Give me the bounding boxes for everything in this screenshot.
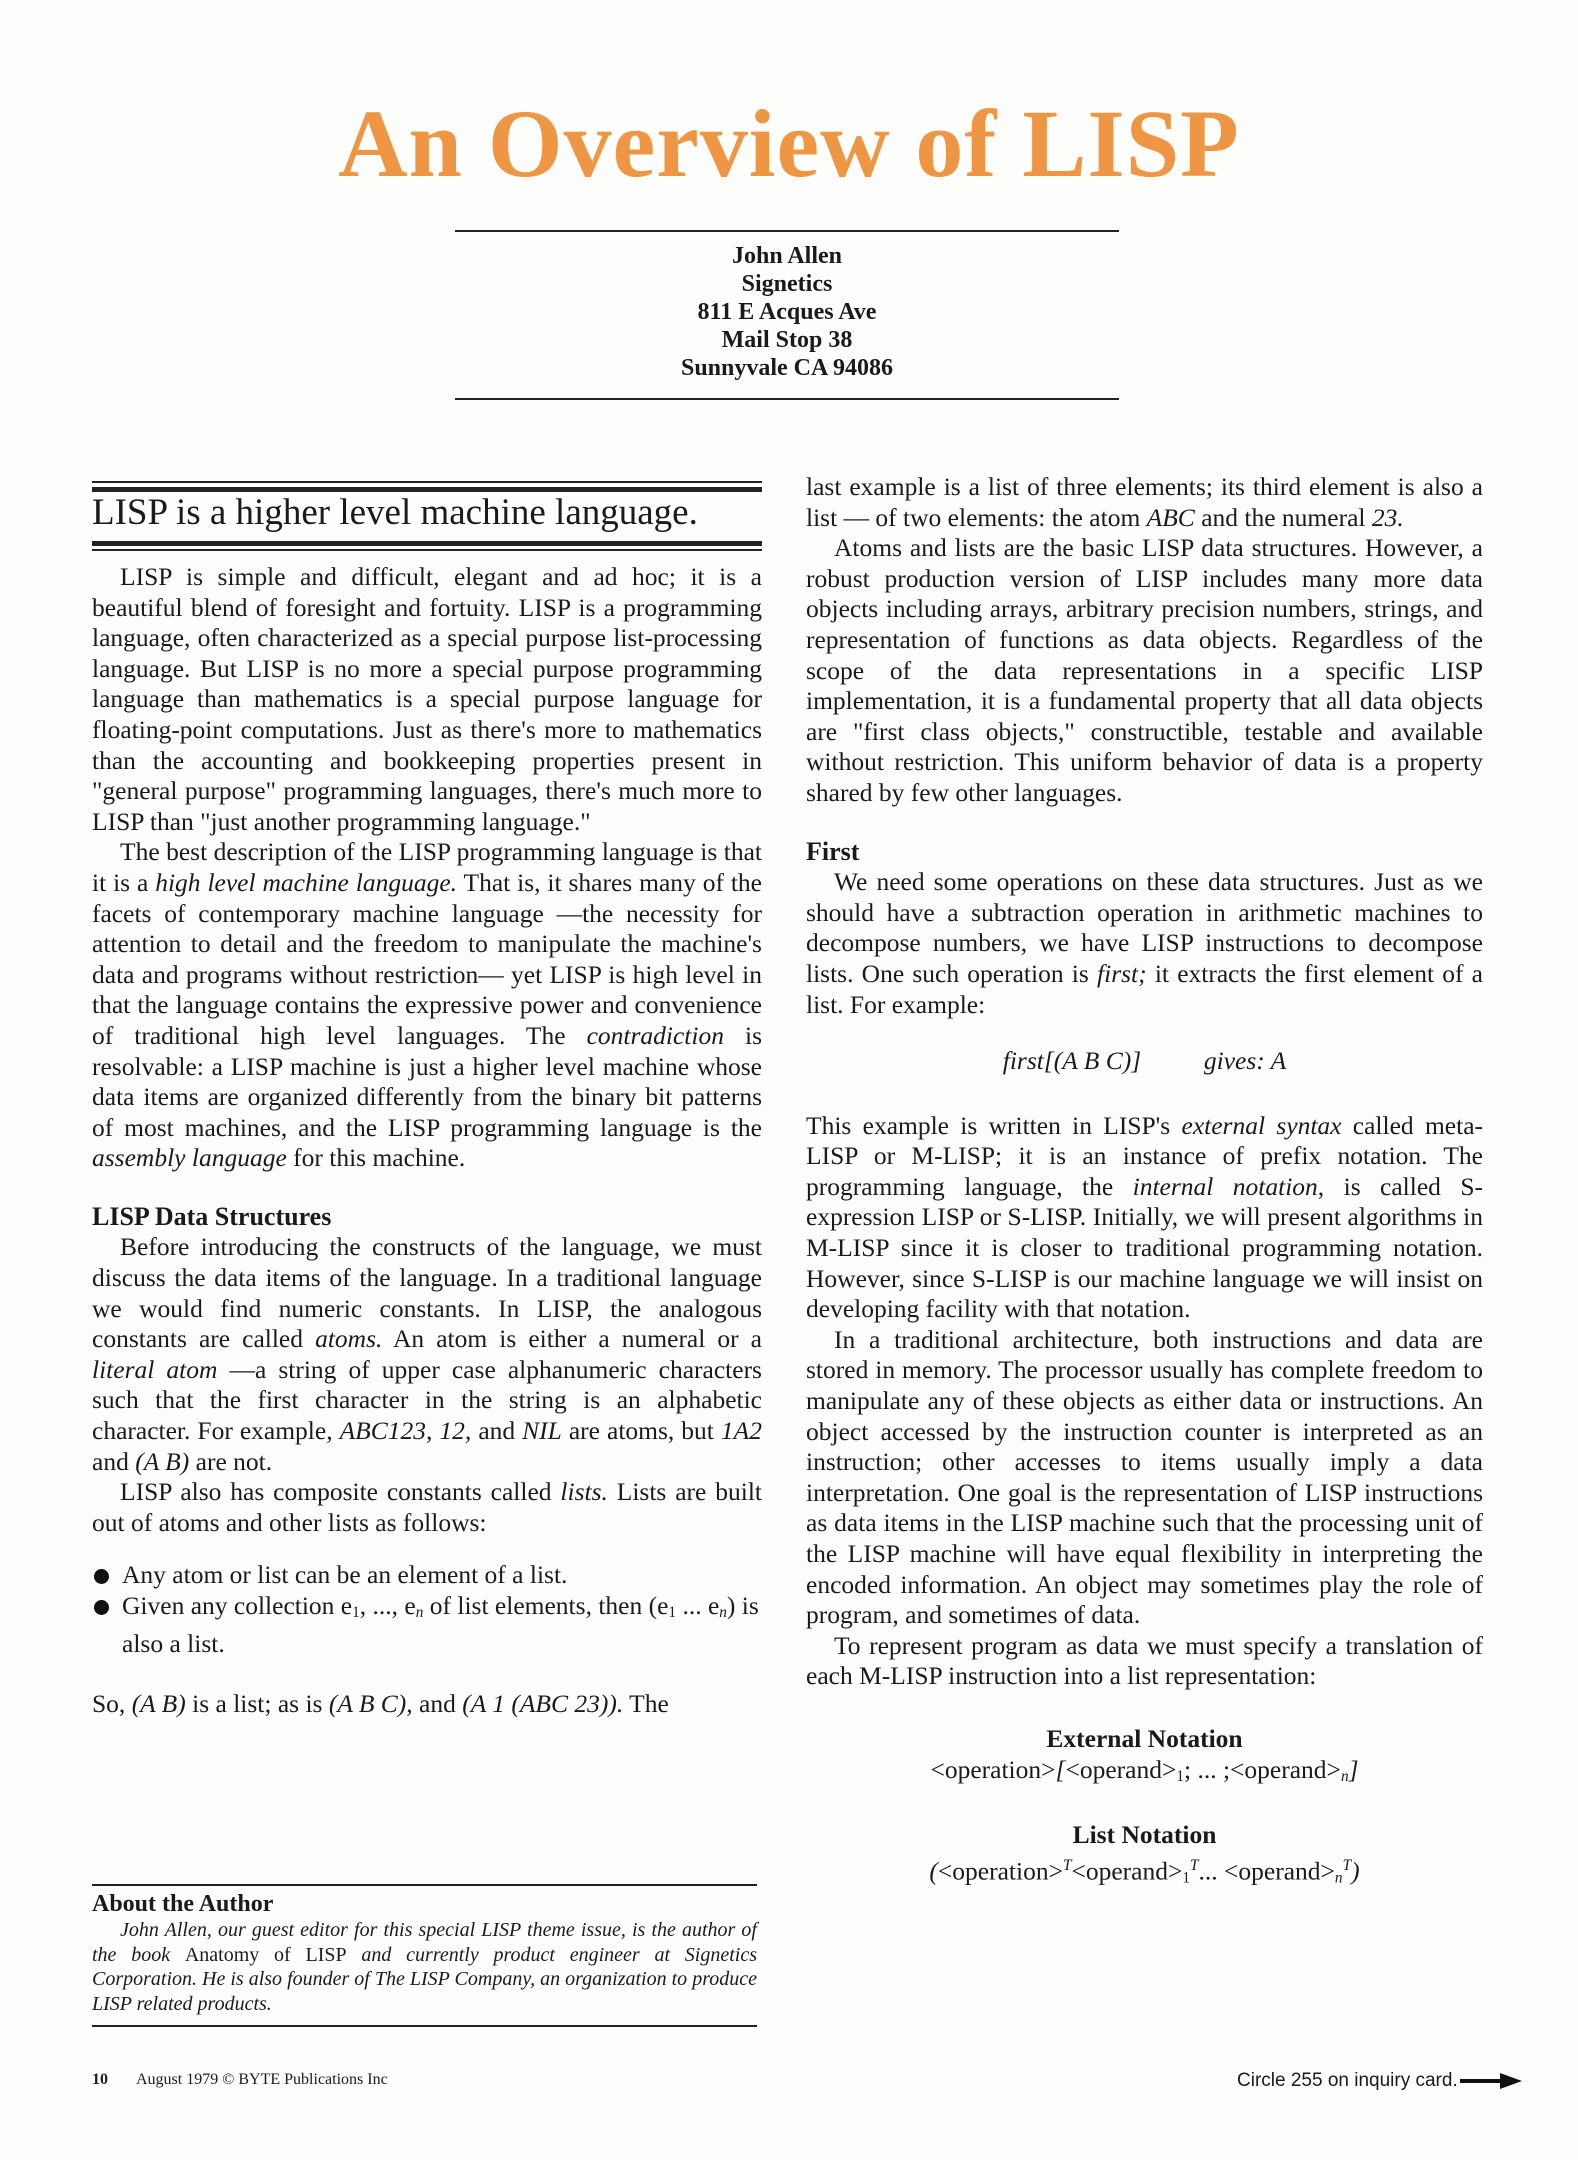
- text-run: last example is a list of three elements; its third element is also a list — of two elements: the atom: [806, 472, 1483, 532]
- text-run: We need some operations on these data structures. Just as we should have a subtraction operation in arithmetic machines to decompose numbers, we have LISP instructions to decompose lists. One such operation is: [806, 867, 1483, 988]
- author-mailstop: Mail Stop 38: [721, 327, 853, 353]
- italic-term: atoms.: [315, 1324, 383, 1354]
- right-paragraphs: [806, 472, 1483, 809]
- arrow-right-icon: [1460, 2073, 1522, 2089]
- italic-term: literal atom: [92, 1354, 218, 1384]
- first-paragraphs: [806, 867, 1483, 1020]
- bullet-icon: [94, 1569, 109, 1584]
- italic-term: 23.: [1371, 502, 1404, 532]
- italic-term: assembly language: [92, 1143, 287, 1173]
- list-notation-formula: ($<operation>^T<operand>_1^T$... $<operand>_n^T$): [929, 1856, 1360, 1887]
- paragraph: [92, 1477, 762, 1538]
- bullet-list: [92, 1560, 762, 1659]
- text-run: —a string of upper case alphanumeric characters such that the first character in the string is an alphabetic character. For example,: [92, 1354, 762, 1446]
- text-run: is a list; as is: [185, 1689, 329, 1719]
- text-run: is resolvable: a LISP machine is just a higher level machine whose data items are organized differently from the binary bit patterns of most machines, and the LISP programming language is the: [92, 1020, 762, 1142]
- text-run: An atom is either a numeral or a: [382, 1324, 762, 1354]
- list-notation-heading: List Notation: [1072, 1820, 1217, 1850]
- page-footer: [92, 2071, 388, 2089]
- text-run: This example is written in LISP's: [806, 1110, 1182, 1140]
- right-column: [806, 472, 1483, 1894]
- italic-term: first;: [1097, 958, 1147, 988]
- list-item: [92, 1591, 762, 1659]
- italic-term: (A 1 (ABC 23)).: [462, 1689, 624, 1719]
- footer-credit: August 1979 © BYTE Publications Inc: [136, 2071, 388, 2088]
- italic-term: (A B C),: [328, 1689, 413, 1719]
- bio-text: and currently product engineer at Signetics Corporation. He is also founder of The LISP Company, an organization to produce LISP related products.: [92, 1943, 758, 2015]
- text-run: for this machine.: [286, 1143, 466, 1173]
- article-title: An Overview of LISP: [338, 90, 1240, 197]
- text-run: Atoms and lists are the basic LISP data structures. However, a robust production version of LISP includes many more data objects including arrays, arbitrary precision numbers, strings, and representation of functions as data objects. Regardless of the scope of the data representations in a specific LISP implementation, it is a fundamental property that all data objects are "first class objects," constructible, testable and available without restriction. This uniform behavior of data is a property shared by few other languages.: [806, 533, 1483, 807]
- about-author-box: [92, 1890, 757, 2016]
- text-run: The: [623, 1689, 669, 1719]
- left-column: [92, 562, 762, 1720]
- text-run: it extracts the first element of a list. For example:: [806, 958, 1483, 1019]
- example-result: gives: A: [1203, 1046, 1287, 1076]
- author-company: Signetics: [741, 271, 833, 297]
- bullet-icon: [94, 1600, 109, 1615]
- divider: [92, 2025, 757, 2027]
- text-run: In a traditional architecture, both instructions and data are stored in memory. The processor usually has complete freedom to manipulate any of these objects as either data or instructions. An object accessed by the instruction counter is interpreted as an instruction; other accesses to items usually imply a data interpretation. One goal is the representation of LISP instructions as data items in the LISP machine such that the processing unit of the LISP machine will have equal flexibility in interpreting the encoded information. An object may sometimes play the role of program, and sometimes of data.: [806, 1324, 1483, 1630]
- paragraph: [806, 1325, 1483, 1631]
- italic-term: contradiction: [586, 1020, 724, 1050]
- text-run: That is, it shares many of the facets of contemporary machine language —the necessity for attention to detail and the freedom to manipulate the machine's data and programs without restriction— yet LISP is high level in that the language contains the expressive power and convenience of traditional high level languages. The: [92, 867, 762, 1050]
- paragraph: [92, 837, 762, 1174]
- text-run: and: [471, 1416, 523, 1446]
- text-run: So,: [92, 1689, 132, 1719]
- text-run: LISP is simple and difficult, elegant and ad hoc; it is a beautiful blend of foresight and fortuity. LISP is a programming language, often characterized as a special purpose list-processing language. But LISP is no more a special purpose programming language than mathematics is a special purpose language for floating-point computations. Just as there's more to mathematics than the accounting and bookkeeping properties present in "general purpose" programming languages, there's much more to LISP than "just another programming language.": [92, 562, 762, 836]
- divider: [455, 398, 1119, 400]
- paragraph: [806, 1111, 1483, 1325]
- text-run: is called S-expression LISP or S-LISP. Initially, we will present algorithms in M-LISP since it is closer to traditional programming notation. However, since S-LISP is our machine language we will insist on developing facility with that notation.: [806, 1171, 1484, 1324]
- italic-term: lists.: [560, 1477, 608, 1507]
- list-item: [92, 1560, 762, 1591]
- divider: [92, 549, 762, 551]
- italic-term: high level machine language.: [155, 867, 458, 897]
- italic-term: internal notation,: [1132, 1171, 1325, 1201]
- text-run: called meta-LISP or M-LISP; it is an instance of prefix notation. The programming language, the: [806, 1110, 1484, 1201]
- paragraph: [92, 562, 762, 837]
- paragraph: [806, 533, 1483, 808]
- author-city: Sunnyvale CA 94086: [680, 355, 894, 381]
- text-run: are not.: [189, 1446, 273, 1476]
- divider: [92, 1884, 757, 1886]
- text-run: are atoms, but: [561, 1416, 721, 1446]
- divider: [92, 481, 762, 483]
- text-run: The best description of the LISP programming language is that it is a: [92, 837, 762, 897]
- text-run: and: [92, 1446, 136, 1476]
- text-run: and the numeral: [1194, 502, 1372, 532]
- author-street: 811 E Acques Ave: [697, 299, 877, 325]
- text-run: LISP also has composite constants called: [120, 1477, 561, 1507]
- data-structures-paragraphs: [92, 1232, 762, 1538]
- bullet-text: Given any collection $e_1$, ..., $e_n$ of list elements, then ($e_1$ ... $e_n$) is also a list.: [122, 1591, 759, 1658]
- bio-text: John Allen, our guest editor for this special LISP theme issue, is the author of the book: [92, 1919, 757, 1966]
- divider: [92, 541, 762, 546]
- author-address: [455, 242, 1119, 382]
- italic-term: external syntax: [1181, 1110, 1342, 1140]
- paragraph: [92, 1232, 762, 1477]
- divider: [455, 230, 1119, 232]
- lead-heading: LISP is a higher level machine language.: [92, 492, 698, 533]
- text-run: and: [412, 1689, 463, 1719]
- closing-paragraph: [92, 1689, 762, 1720]
- inquiry-text: Circle 255 on inquiry card.: [1237, 2070, 1458, 2091]
- intro-paragraphs: [92, 562, 762, 1174]
- italic-term: ABC: [1146, 502, 1195, 532]
- example-expr: first[(A B C)]: [1002, 1046, 1142, 1076]
- about-author-text: [92, 1918, 757, 2016]
- notation-paragraphs: [806, 1111, 1483, 1692]
- paragraph: [806, 472, 1483, 533]
- text-run: Lists are built out of atoms and other lists as follows:: [92, 1477, 762, 1537]
- external-notation-formula: $<operation>[<operand>_1$; ... $;<operand>_n$]: [930, 1754, 1359, 1785]
- section-heading: LISP Data Structures: [92, 1201, 332, 1231]
- bullet-text: Any atom or list can be an element of a list.: [122, 1560, 568, 1590]
- italic-term: 1A2: [720, 1416, 762, 1446]
- example-expression: [806, 1046, 1483, 1077]
- page-number: 10: [92, 2071, 108, 2088]
- external-notation-heading: External Notation: [1046, 1723, 1243, 1753]
- paragraph: [806, 867, 1483, 1020]
- inquiry-note: [1237, 2070, 1522, 2092]
- italic-term: (A B): [131, 1689, 186, 1719]
- section-heading: First: [806, 836, 860, 866]
- italic-term: NIL: [522, 1416, 562, 1446]
- about-author-heading: About the Author: [92, 1891, 274, 1917]
- italic-term: (A B): [135, 1446, 190, 1476]
- text-run: Before introducing the constructs of the language, we must discuss the data items of the language. In a traditional language we would find numeric constants. In LISP, the analogous constants are called: [92, 1232, 762, 1354]
- text-run: To represent program as data we must specify a translation of each M-LISP instruction into a list representation:: [806, 1630, 1483, 1691]
- author-name: John Allen: [731, 243, 843, 269]
- italic-term: ABC123, 12,: [339, 1416, 472, 1446]
- book-title: Anatomy of LISP: [184, 1943, 347, 1966]
- paragraph: [806, 1631, 1483, 1692]
